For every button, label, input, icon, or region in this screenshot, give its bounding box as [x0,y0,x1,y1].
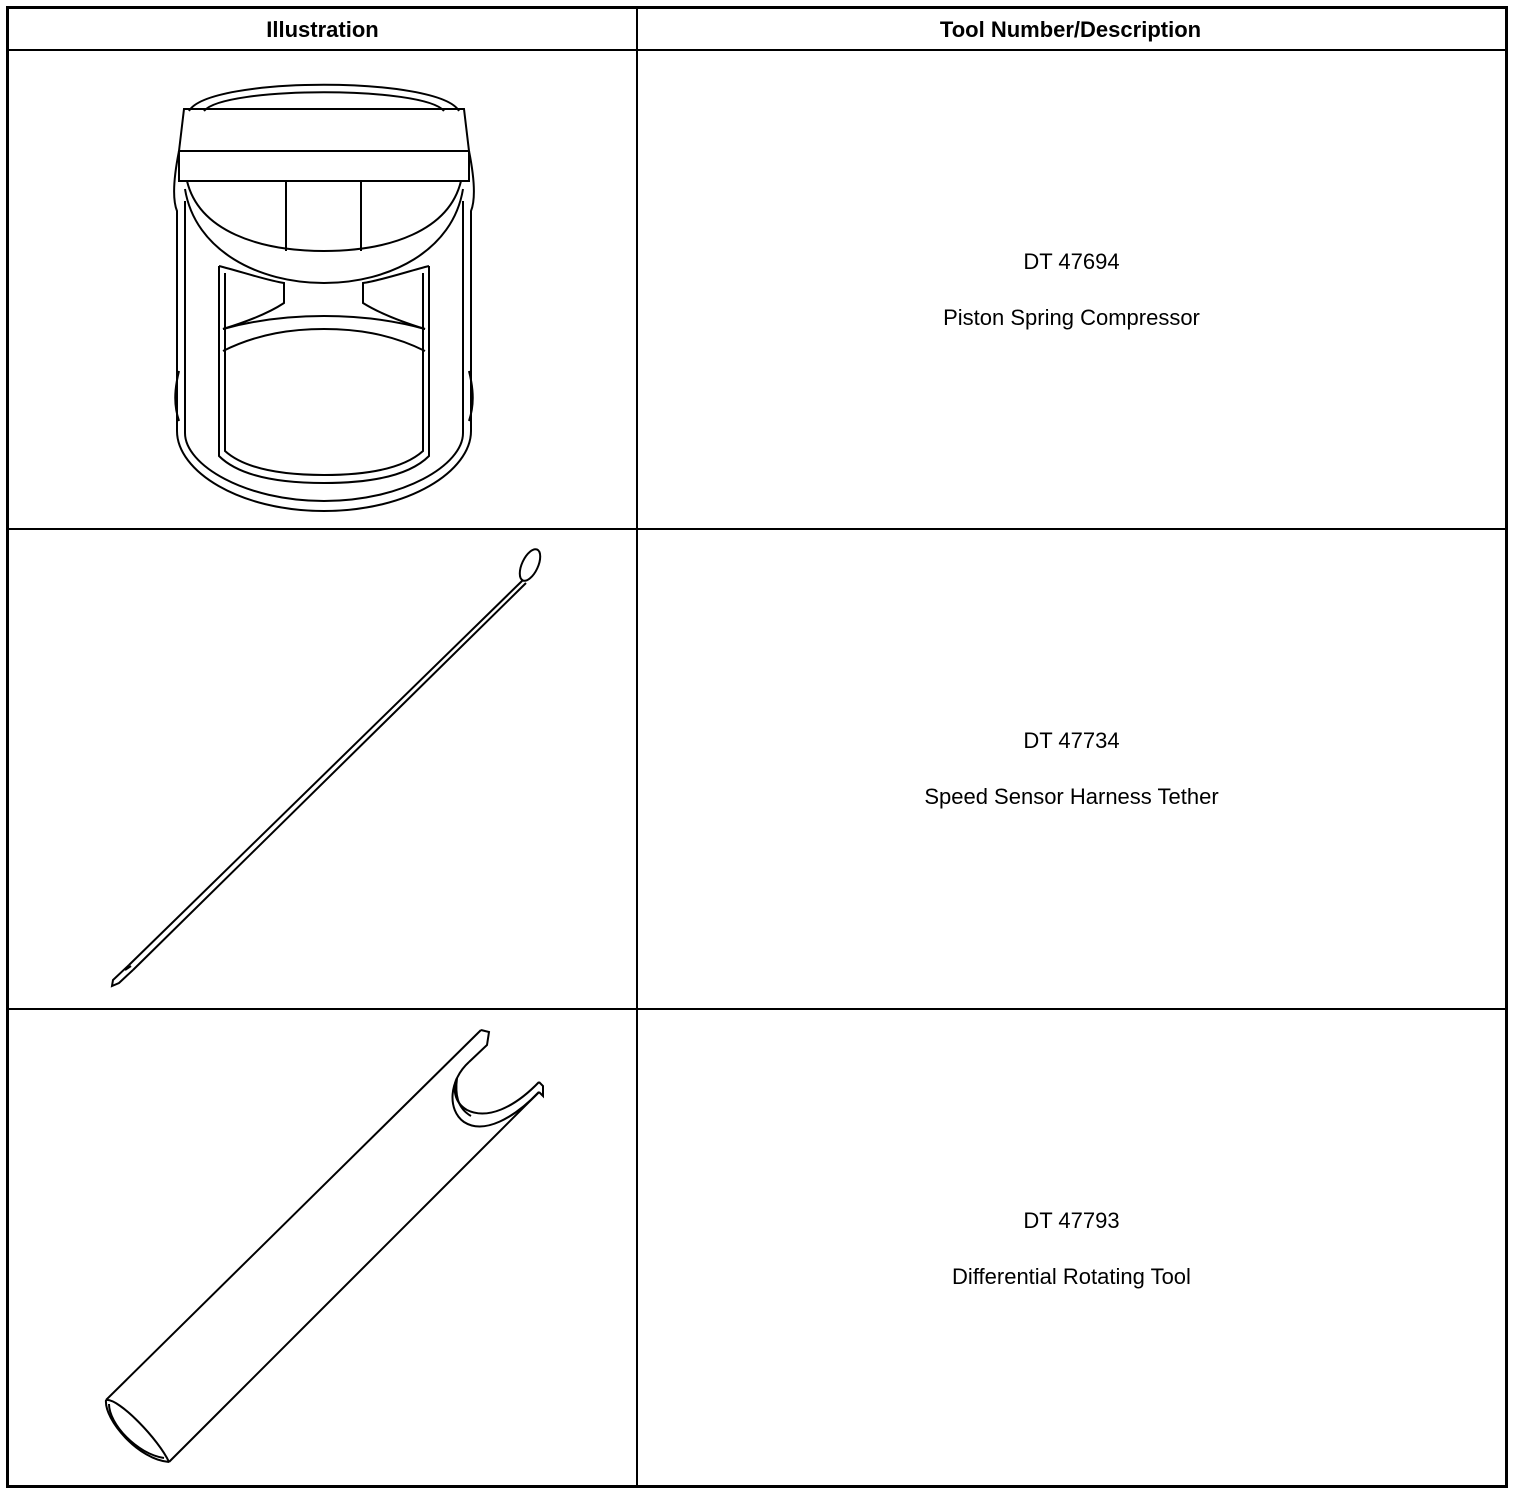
table-row [9,1010,1505,1488]
header-tool-number-description: Tool Number/Description [939,17,1202,42]
tool-name: Speed Sensor Harness Tether [924,784,1219,809]
piston-spring-compressor-icon [9,51,636,528]
table-row [9,530,1505,1008]
tool-description [638,530,1505,1008]
tool-number: DT 47734 [1023,728,1120,753]
tool-name: Piston Spring Compressor [943,304,1200,330]
tool-number: DT 47694 [1023,248,1120,274]
header-illustration: Illustration [266,17,379,42]
differential-rotating-tool-icon [9,1010,636,1488]
tool-table [6,6,1508,1488]
tool-description [638,1010,1505,1488]
table-row [9,51,1505,528]
tool-description [638,51,1505,528]
tool-number: DT 47793 [1023,1208,1120,1233]
harness-tether-icon [9,530,636,1008]
tool-name: Differential Rotating Tool [952,1264,1191,1289]
